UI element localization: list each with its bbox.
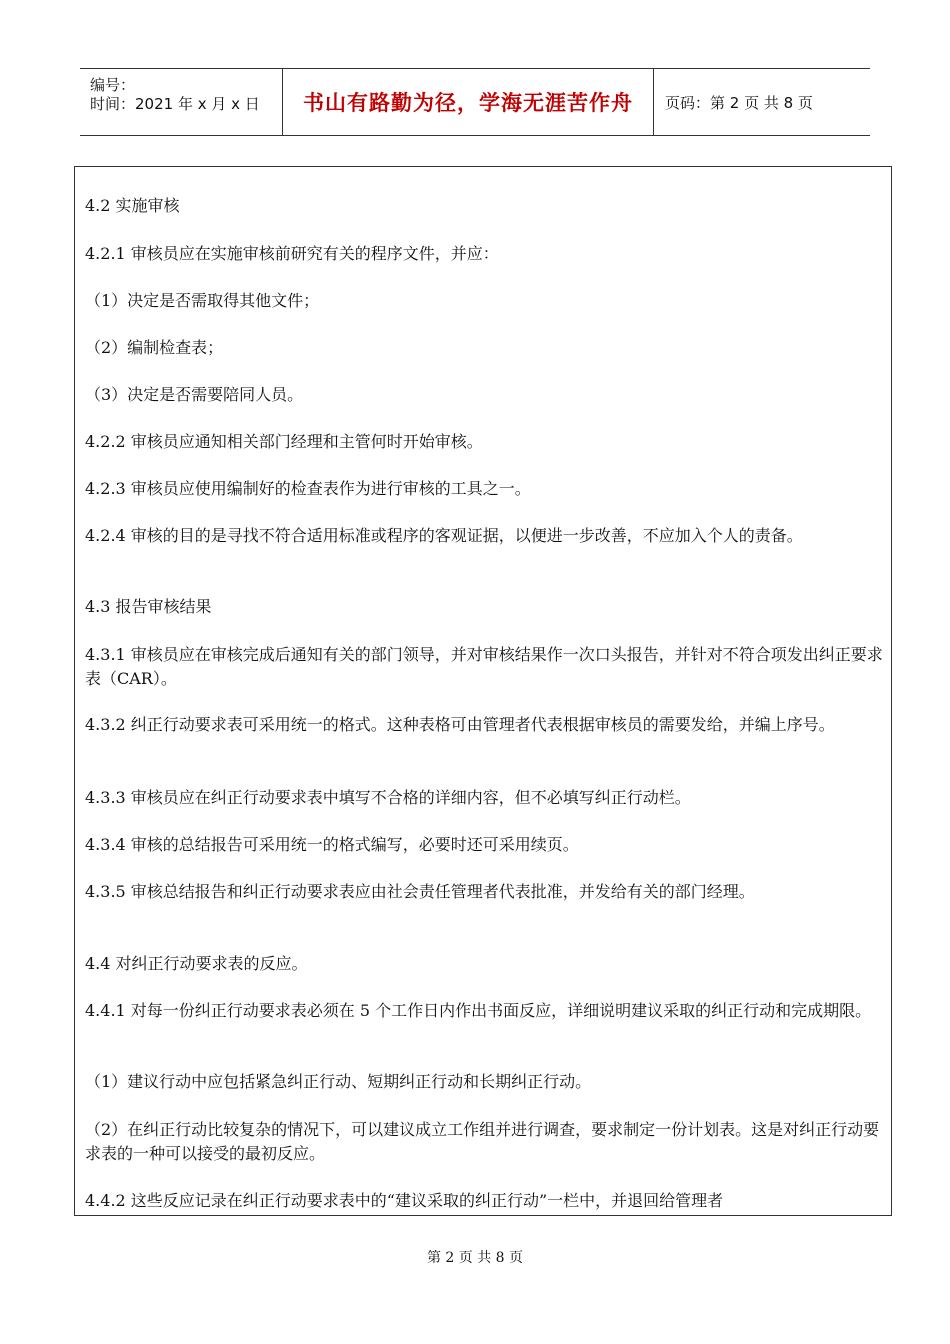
paragraph: 4.3.2 纠正行动要求表可采用统一的格式。这种表格可由管理者代表根据审核员的需要发给，并编上序号。 bbox=[85, 715, 835, 734]
section-heading: 4.3 报告审核结果 bbox=[85, 597, 212, 616]
paragraph: 4.2.1 审核员应在实施审核前研究有关的程序文件，并应： bbox=[85, 244, 499, 263]
paragraph: 4.4.1 对每一份纠正行动要求表必须在 5 个工作日内作出书面反应，详细说明建议采取的纠正行动和完成期限。 bbox=[85, 1001, 872, 1020]
paragraph: 4.3.3 审核员应在纠正行动要求表中填写不合格的详细内容，但不必填写纠正行动栏。 bbox=[85, 788, 691, 807]
page-header bbox=[80, 68, 870, 136]
list-item: （2）在纠正行动比较复杂的情况下，可以建议成立工作组并进行调查，要求制定一份计划表。这是对纠正行动要求表的一种可以接受的最初反应。 bbox=[85, 1120, 880, 1163]
section-heading: 4.4 对纠正行动要求表的反应。 bbox=[85, 954, 308, 973]
document-date: 时间：2021 年 x 月 x 日 bbox=[90, 95, 260, 113]
content-box bbox=[74, 166, 892, 1216]
paragraph: 4.4.2 这些反应记录在纠正行动要求表中的“建议采取的纠正行动”一栏中，并退回给管理者 bbox=[85, 1191, 724, 1210]
list-item: （2）编制检查表； bbox=[85, 338, 224, 357]
paragraph: 4.2.2 审核员应通知相关部门经理和主管何时开始审核。 bbox=[85, 432, 483, 451]
document-number: 编号： bbox=[90, 76, 136, 94]
header-motto: 书山有路勤为径，学海无涯苦作舟 bbox=[303, 91, 633, 115]
paragraph: 4.2.3 审核员应使用编制好的检查表作为进行审核的工具之一。 bbox=[85, 479, 531, 498]
page-footer: 第 2 页 共 8 页 bbox=[426, 1250, 524, 1266]
section-heading: 4.2 实施审核 bbox=[85, 196, 180, 215]
paragraph: 4.3.5 审核总结报告和纠正行动要求表应由社会责任管理者代表批准，并发给有关的部门经理。 bbox=[85, 882, 755, 901]
list-item: （1）建议行动中应包括紧急纠正行动、短期纠正行动和长期纠正行动。 bbox=[85, 1072, 592, 1091]
header-meta bbox=[80, 69, 282, 135]
list-item: （1）决定是否需取得其他文件； bbox=[85, 291, 320, 310]
paragraph: 4.2.4 审核的目的是寻找不符合适用标准或程序的客观证据，以便进一步改善，不应加入个人的责备。 bbox=[85, 526, 803, 545]
list-item: （3）决定是否需要陪同人员。 bbox=[85, 385, 304, 404]
paragraph: 4.3.1 审核员应在审核完成后通知有关的部门领导，并对审核结果作一次口头报告，并针对不符合项发出纠正要求表（CAR）。 bbox=[85, 645, 883, 688]
header-motto-cell bbox=[282, 69, 654, 135]
paragraph: 4.3.4 审核的总结报告可采用统一的格式编写，必要时还可采用续页。 bbox=[85, 835, 579, 854]
header-page-info: 页码：第 2 页 共 8 页 bbox=[665, 93, 813, 112]
